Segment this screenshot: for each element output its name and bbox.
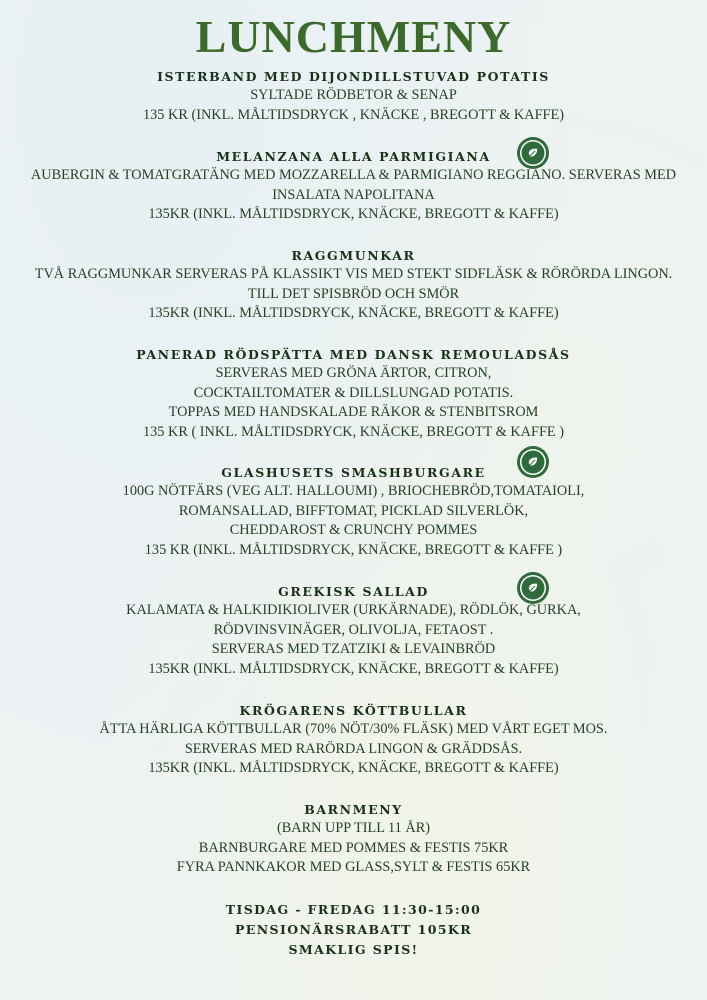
vegetarian-badge-icon (520, 575, 546, 601)
dish-rodspatta (0, 345, 707, 443)
dish-description: SERVERAS MED GRÖNA ÄRTOR, CITRON, (215, 365, 492, 381)
dish-description: BARNBURGARE MED POMMES & FESTIS 75KR (198, 839, 509, 856)
dish-name: MELANZANA ALLA PARMIGIANA (216, 149, 491, 164)
dish-price: 135 KR (INKL. MÅLTIDSDRYCK, KNÄCKE, BREGOTT & KAFFE ) (144, 542, 563, 559)
dish-name: PANERAD RÖDSPÄTTA MED DANSK REMOULADSÅS (136, 347, 571, 362)
dish-description: 100G NÖTFÄRS (VEG ALT. HALLOUMI) , BRIOCHEBRÖD,TOMATAIOLI, (122, 483, 585, 499)
closing-greeting: SMAKLIG SPIS! (288, 942, 419, 957)
dish-name: KRÖGARENS KÖTTBULLAR (239, 703, 468, 718)
vegetarian-badge-icon (520, 449, 546, 475)
kids-menu (0, 800, 707, 878)
dish-description: AUBERGIN & TOMATGRATÄNG MED MOZZARELLA & PARMIGIANO REGGIANO. SERVERAS MED (30, 167, 677, 183)
vegetarian-badge-icon (520, 140, 546, 166)
dish-price: 135KR (INKL. MÅLTIDSDRYCK, KNÄCKE, BREGOTT & KAFFE) (148, 206, 559, 223)
dish-grekisk-sallad (0, 582, 707, 680)
dish-name: ISTERBAND MED DIJONDILLSTUVAD POTATIS (157, 69, 550, 84)
dish-price: 135KR (INKL. MÅLTIDSDRYCK, KNÄCKE, BREGOTT & KAFFE) (148, 760, 559, 777)
dish-name: RAGGMUNKAR (291, 248, 416, 263)
dish-description: KALAMATA & HALKIDIKIOLIVER (URKÄRNADE), RÖDLÖK, GURKA, (126, 602, 581, 618)
dish-description: FYRA PANNKAKOR MED GLASS,SYLT & FESTIS 65KR (176, 859, 531, 876)
dish-description: TVÅ RAGGMUNKAR SERVERAS PÅ KLASSIKT VIS MED STEKT SIDFLÄSK & RÖRÖRDA LINGON. (34, 266, 673, 282)
dish-description: (BARN UPP TILL 11 ÅR) (276, 820, 431, 836)
dish-price: 135 KR ( INKL. MÅLTIDSDRYCK, KNÄCKE, BREGOTT & KAFFE ) (143, 424, 564, 441)
dish-kottbullar (0, 701, 707, 779)
page-title: LUNCHMENY (195, 11, 512, 62)
dish-name: GREKISK SALLAD (278, 584, 429, 599)
dish-price: 135KR (INKL. MÅLTIDSDRYCK, KNÄCKE, BREGOTT & KAFFE) (148, 661, 559, 678)
dish-price: 135KR (INKL. MÅLTIDSDRYCK, KNÄCKE, BREGOTT & KAFFE) (148, 305, 559, 322)
dish-melanzana (0, 147, 707, 225)
dish-description: TILL DET SPISBRÖD OCH SMÖR (247, 285, 460, 302)
dish-name: BARNMENY (304, 802, 403, 817)
dish-description: SERVERAS MED TZATZIKI & LEVAINBRÖD (211, 641, 496, 658)
dish-name: GLASHUSETS SMASHBURGARE (221, 465, 486, 480)
dish-description: ROMANSALLAD, BIFFTOMAT, PICKLAD SILVERLÖK, (178, 502, 529, 519)
dish-price: 135 KR (INKL. MÅLTIDSDRYCK , KNÄCKE , BREGOTT & KAFFE) (143, 106, 564, 123)
dish-isterband (0, 67, 707, 125)
footer (0, 900, 707, 960)
dish-description: CHEDDAROST & CRUNCHY POMMES (229, 522, 478, 539)
dish-description: SYLTADE RÖDBETOR & SENAP (250, 87, 457, 103)
dish-smashburgare (0, 463, 707, 561)
dish-description: ÅTTA HÄRLIGA KÖTTBULLAR (70% NÖT/30% FLÄSK) MED VÅRT EGET MOS. (99, 721, 608, 737)
dish-description: COCKTAILTOMATER & DILLSLUNGAD POTATIS. (193, 384, 514, 401)
dish-description: TOPPAS MED HANDSKALADE RÄKOR & STENBITSROM (168, 404, 539, 421)
opening-hours: TISDAG - FREDAG 11:30-15:00 (225, 902, 482, 917)
dish-description: RÖDVINSVINÄGER, OLIVOLJA, FETAOST . (213, 621, 494, 638)
dish-description: SERVERAS MED RARÖRDA LINGON & GRÄDDSÅS. (184, 740, 523, 757)
pensioner-discount: PENSIONÄRSRABATT 105KR (235, 922, 472, 937)
dish-raggmunkar (0, 246, 707, 324)
dish-description: INSALATA NAPOLITANA (272, 186, 435, 203)
